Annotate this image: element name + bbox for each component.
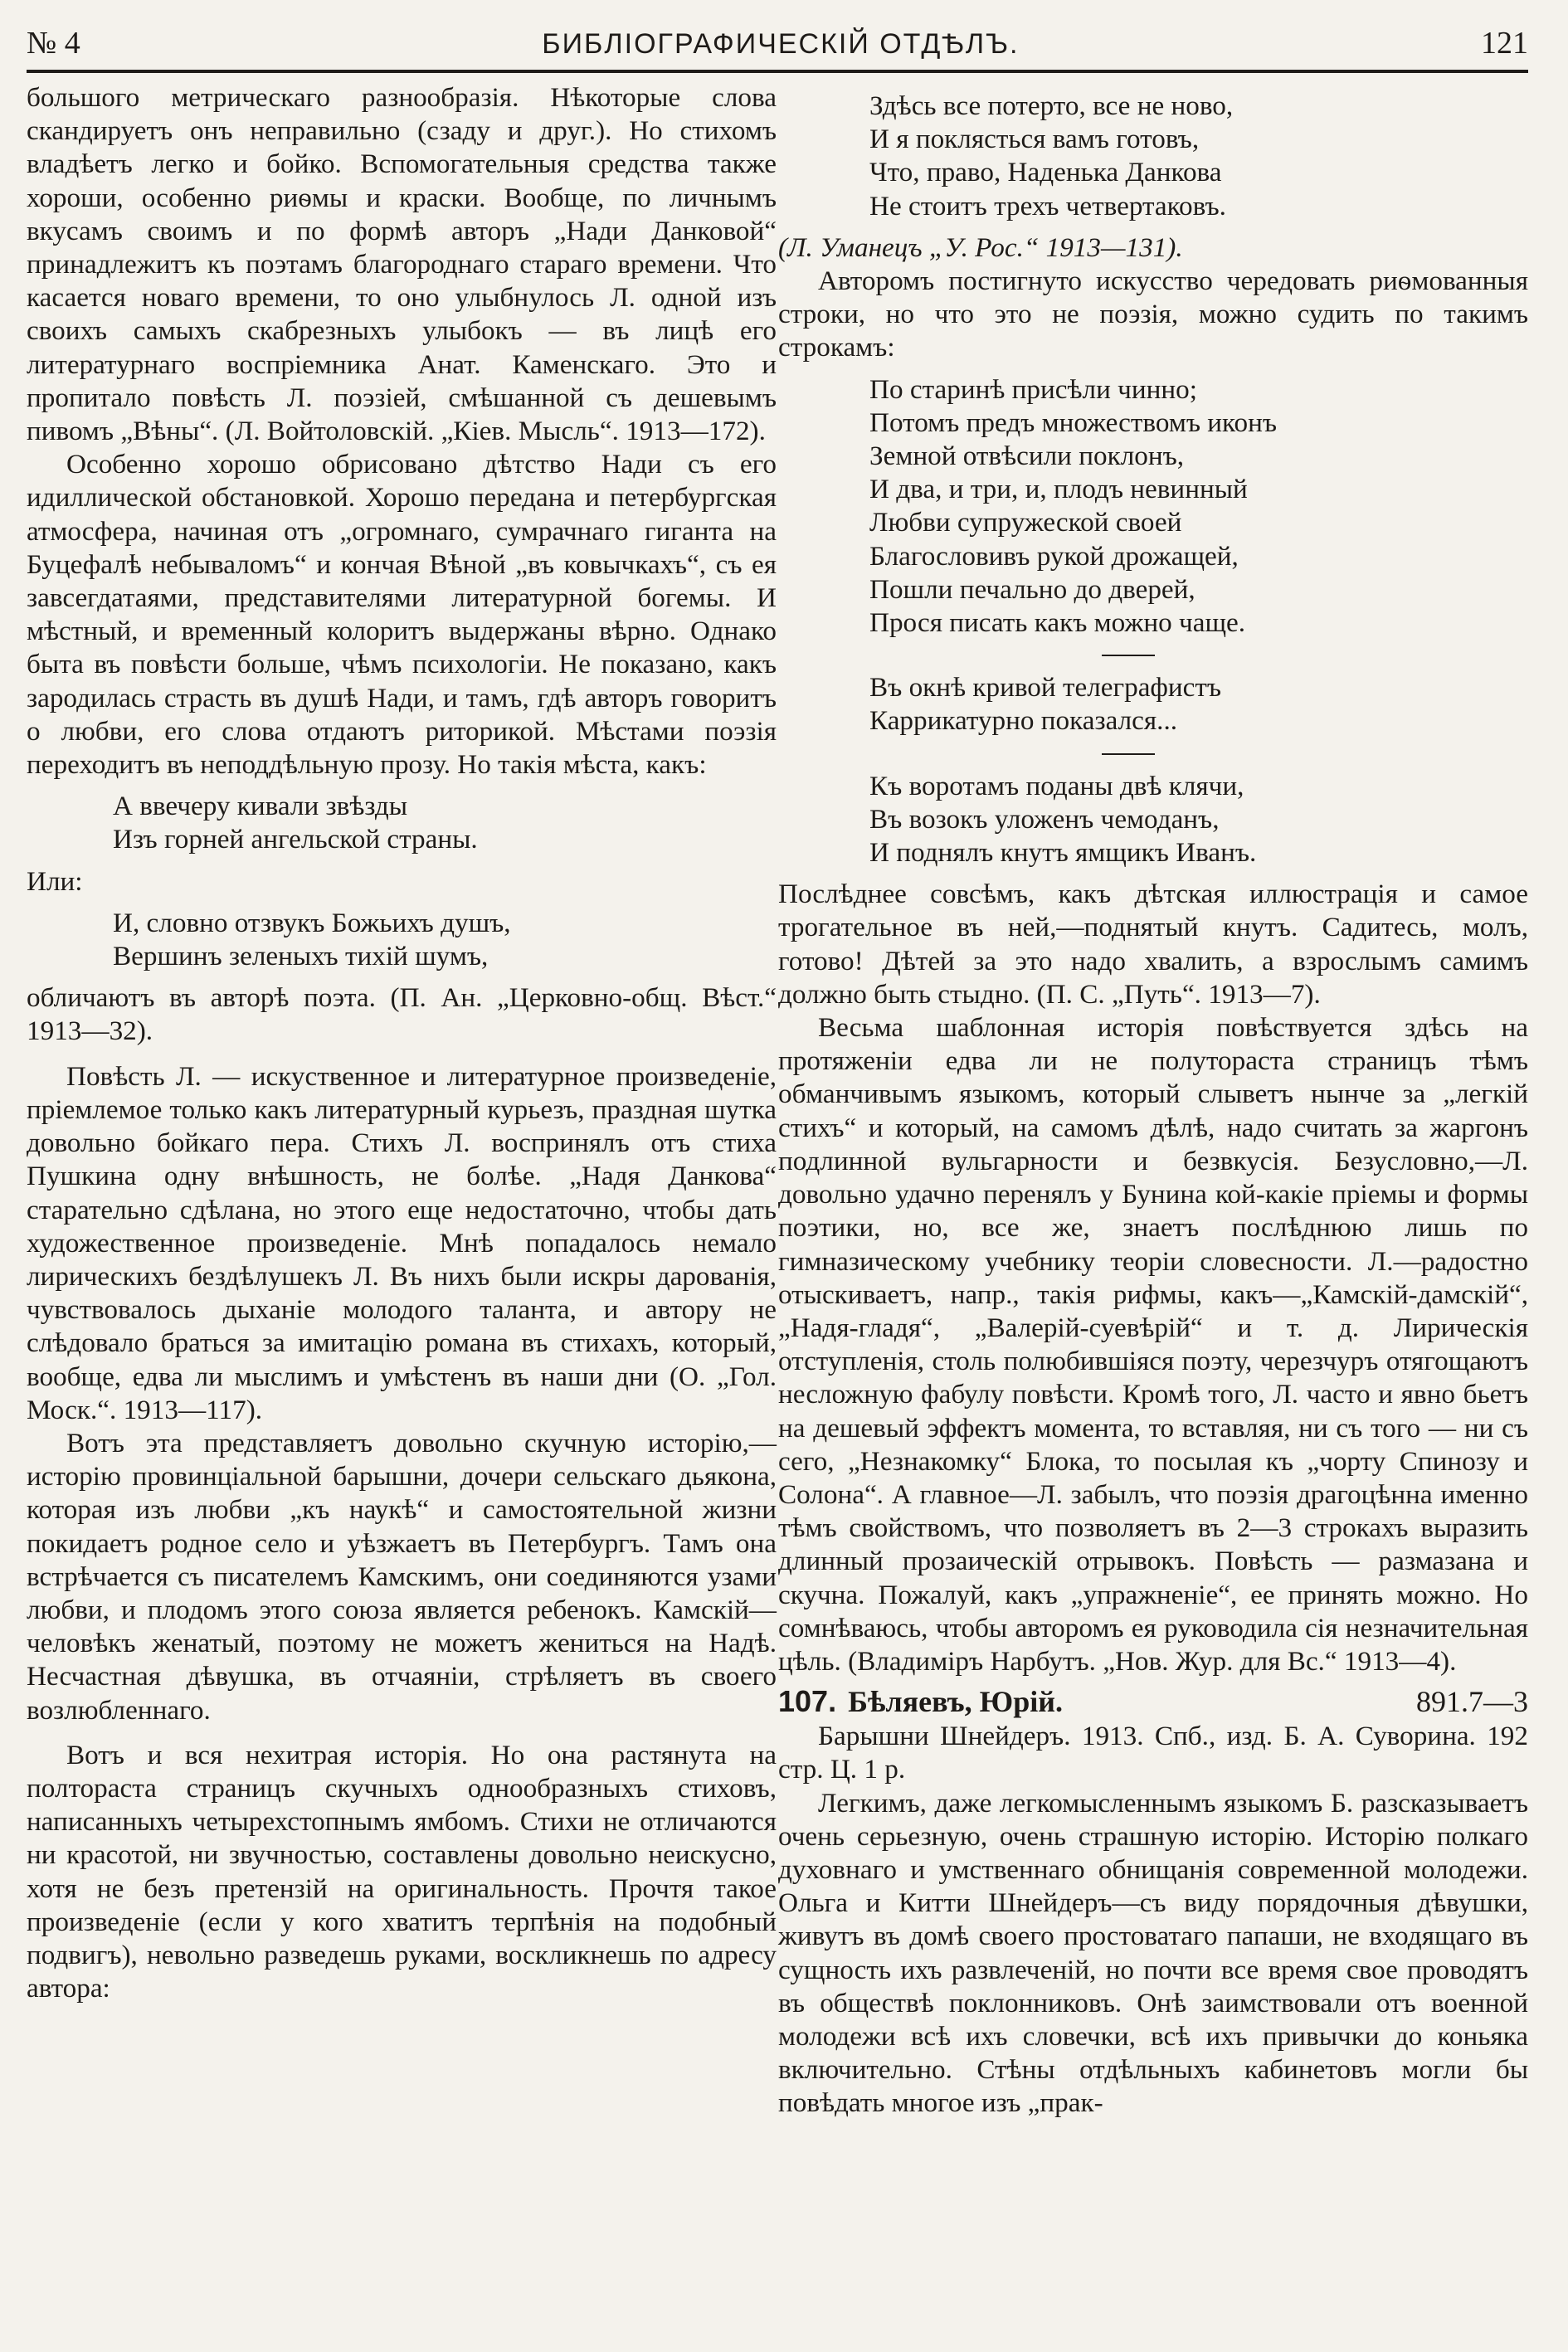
verse-block xyxy=(27,790,777,856)
paragraph: большого метрическаго разнообразія. Нѣкоторые слова скандируетъ онъ неправильно (сзаду и друг.). Но стихомъ владѣетъ легко и бойко. Вспомогательныя средства также хороши, особенно риѳмы и краски. Вообще, по личнымъ вкусамъ своимъ и по формѣ авторъ „Нади Данковой“ принадлежитъ къ поэтамъ благороднаго стараго времени. Что касается новаго времени, то оно улыбнулось Л. одной изъ своихъ самыхъ скабрезныхъ улыбокъ — въ лицѣ его литературнаго воспріемника Анат. Каменскаго. Это и пропитало повѣсть Л. поэзіей, смѣшанной съ дешевымъ пивомъ „Вѣны“. (Л. Войтоловскій. „Кіев. Мысль“. 1913—172). xyxy=(27,82,777,447)
verse-separator xyxy=(1102,655,1155,656)
text-columns xyxy=(27,81,1528,2121)
paragraph: обличаютъ въ авторѣ поэта. (П. Ан. „Церковно-общ. Вѣст.“ 1913—32). xyxy=(27,982,777,1047)
verse-line: Каррикатурно показался... xyxy=(869,705,1178,737)
paragraph-gap xyxy=(27,1049,777,1060)
verse-line: Изъ горней ангельской страны. xyxy=(113,824,478,855)
paragraph: Повѣсть Л. — искуственное и литературное произведеніе, пріемлемое только какъ литературный курьезъ, праздная шутка довольно бойкаго пера. Стихъ Л. воспринялъ отъ стиха Пушкина одну внѣшность, не болѣе. „Надя Данкова“ старательно сдѣлана, но этого еще недостаточно, чтобы дать художественное произведеніе. Мнѣ попадалось немало лирическихъ бездѣлушекъ Л. Въ нихъ были искры дарованія, чувствовалось дыханіе молодого таланта, и автору не слѣдовало браться за имитацію романа въ стихахъ, который, вообще, едва ли мыслимъ и умѣстенъ въ наши дни (О. „Гол. Моск.“. 1913—117). xyxy=(27,1060,777,1425)
connector-word: Или: xyxy=(27,865,83,897)
verse-line: Не стоитъ трехъ четвертаковъ. xyxy=(869,190,1226,222)
entry-number: 107. xyxy=(778,1684,837,1719)
verse-line: И, словно отзвукъ Божьихъ душъ, xyxy=(113,907,511,938)
verse-line: Въ окнѣ кривой телеграфистъ xyxy=(869,672,1222,704)
catalog-entry-heading xyxy=(778,1683,1528,1720)
verse-block xyxy=(778,770,1528,870)
verse-block xyxy=(778,671,1528,738)
page-header xyxy=(27,25,1528,70)
verse-line: И я поклясться вамъ готовъ, xyxy=(869,124,1200,155)
verse-line: И два, и три, и, плодъ невинный xyxy=(869,474,1248,505)
paragraph: Весьма шаблонная исторія повѣствуется здѣсь на протяженіи едва ли не полутораста страницъ тѣмъ обманчивымъ языкомъ, который слыветъ нынче за „легкій стихъ“ и который, на самомъ дѣлѣ, надо считать за жаргонъ подлинной вульгарности и безвкусія. Безусловно,—Л. довольно удачно перенялъ у Бунина кой-какіе пріемы и формы поэтики, но, все же, знаетъ послѣднюю лишь по гимназическому учебнику теоріи словесности. Л.—радостно отыскиваетъ, напр., такія рифмы, какъ—„Камскій-дамскій“, „Надя-гладя“, „Валерій-суевѣрій“ и т. д. Лирическія отступленія, столь полюбившіяся поэту, черезчуръ отягощаютъ несложную фабулу повѣсти. Кромѣ того, Л. часто и явно бьетъ на дешевый эффектъ момента, то вставляя, ни съ того — ни съ сего, „Незнакомку“ Блока, то посылая къ „чорту Спинозу и Солона“. А главное—Л. забылъ, что поэзія драгоцѣнна именно тѣмъ свойствомъ, что позволяетъ въ 2—3 строкахъ выразить длинный прозаическій отрывокъ. Повѣсть — размазана и скучна. Пожалуй, какъ „упражненіе“, ее принять можно. Но сомнѣваюсь, чтобы авторомъ ея руководила сія незначительная цѣль. (Владиміръ Нарбутъ. „Нов. Жур. для Вс.“ 1913—4). xyxy=(778,1012,1528,1677)
paragraph: Авторомъ постигнуто искусство чередовать риѳмованныя строки, но что это не поэзія, можно судить по такимъ строкамъ: xyxy=(778,265,1528,363)
verse-line: Пошли печально до дверей, xyxy=(869,573,1195,605)
verse-line: Что, право, Наденька Данкова xyxy=(869,157,1222,188)
verse-line: Здѣсь все потерто, все не ново, xyxy=(869,90,1234,121)
paragraph: Вотъ и вся нехитрая исторія. Но она растянута на полтораста страницъ скучныхъ однообразныхъ стиховъ, написанныхъ четырехстопнымъ ямбомъ. Стихи не отличаются ни красотой, ни звучностью, составлены довольно неискусно, хотя не безъ претензій на оригинальность. Прочтя такое произведеніе (если у кого хватитъ терпѣнія на подобный подвигъ), невольно разведешь руками, воскликнешь по адресу автора: xyxy=(27,1739,777,2004)
left-column xyxy=(27,81,777,2121)
verse-line: Благословивъ рукой дрожащей, xyxy=(869,540,1239,572)
header-rule xyxy=(27,70,1528,73)
verse-line: Любви супружеской своей xyxy=(869,507,1182,538)
paragraph-gap xyxy=(27,1727,777,1739)
page-number: 121 xyxy=(1480,26,1528,61)
verse-line: И поднялъ кнутъ ямщикъ Иванъ. xyxy=(869,837,1257,869)
verse-line: Прося писать какъ можно чаще. xyxy=(869,607,1246,639)
verse-block xyxy=(27,907,777,973)
verse-block xyxy=(778,90,1528,223)
paragraph: Барышни Шнейдеръ. 1913. Спб., изд. Б. А. Суворина. 192 стр. Ц. 1 р. xyxy=(778,1721,1528,1785)
verse-line: По старинѣ присѣли чинно; xyxy=(869,373,1197,405)
verse-line: Въ возокъ уложенъ чемоданъ, xyxy=(869,803,1220,835)
verse-block xyxy=(778,373,1528,640)
verse-line: Земной отвѣсили поклонъ, xyxy=(869,441,1185,472)
citation: (Л. Уманецъ „У. Рос.“ 1913—131). xyxy=(778,231,1183,263)
right-column xyxy=(778,81,1528,2121)
verse-line: А ввечеру кивали звѣзды xyxy=(113,791,408,822)
entry-classification: 891.7—3 xyxy=(1416,1685,1528,1719)
issue-number: № 4 xyxy=(27,26,80,61)
paragraph: Вотъ эта представляетъ довольно скучную исторію,—исторію провинціальной барышни, дочери сельскаго дьякона, которая изъ любви „къ наукѣ“ и самостоятельной жизни покидаетъ родное село и уѣзжаетъ въ Петербургъ. Тамъ она встрѣчается съ писателемъ Камскимъ, они соединяются узами любви, и плодомъ этого союза является ребенокъ. Камскій—человѣкъ женатый, поэтому не можетъ жениться на Надѣ. Несчастная дѣвушка, въ отчаяніи, стрѣляетъ въ своего возлюбленнаго. xyxy=(27,1427,777,1726)
verse-line: Вершинъ зеленыхъ тихій шумъ, xyxy=(113,941,489,972)
paragraph: Особенно хорошо обрисовано дѣтство Нади съ его идиллической обстановкой. Хорошо передана и петербургская атмосфера, начиная отъ „огромнаго, сумрачнаго гиганта на Буцефалѣ небываломъ“ и кончая Вѣной „въ ковычкахъ“, съ ея завсегдатаями, представителями литературной богемы. И мѣстный, и временный колоритъ выдержаны вѣрно. Однако быта въ повѣсти больше, чѣмъ психологіи. Не показано, какъ зародилась страсть въ душѣ Нади, и тамъ, гдѣ авторъ говоритъ о любви, его слова отдаютъ риторикой. Мѣстами поэзія переходитъ въ неподдѣльную прозу. Но такія мѣста, какъ: xyxy=(27,449,777,781)
section-title: БИБЛІОГРАФИЧЕСКІЙ ОТДѢЛЪ. xyxy=(542,28,1020,60)
verse-line: Къ воротамъ поданы двѣ клячи, xyxy=(869,770,1244,801)
verse-line: Потомъ предъ множествомъ иконъ xyxy=(869,407,1277,438)
entry-author: Бѣляевъ, Юрій. xyxy=(848,1685,1063,1719)
paragraph: Легкимъ, даже легкомысленнымъ языкомъ Б. разсказываетъ очень серьезную, очень страшную исторію. Исторію полкаго духовнаго и умственнаго обнищанія современной молодежи. Ольга и Китти Шнейдеръ—съ виду порядочныя дѣвушки, живутъ въ домѣ своего простоватаго папаши, не входящаго въ сущность ихъ развлеченій, но почти все время свое проводятъ въ обществѣ поклонниковъ. Онѣ заимствовали отъ военной молодежи всѣ ихъ словечки, всѣ ихъ привычки до коньяка включительно. Стѣны отдѣльныхъ кабинетовъ могли бы повѣдать многое изъ „прак- xyxy=(778,1787,1528,2119)
paragraph: Послѣднее совсѣмъ, какъ дѣтская иллюстрація и самое трогательное въ ней,—поднятый кнутъ. Садитесь, молъ, готово! Дѣтей за это надо хвалить, а взрослымъ самимъ должно быть стыдно. (П. С. „Путь“. 1913—7). xyxy=(778,879,1528,1010)
verse-separator xyxy=(1102,753,1155,755)
